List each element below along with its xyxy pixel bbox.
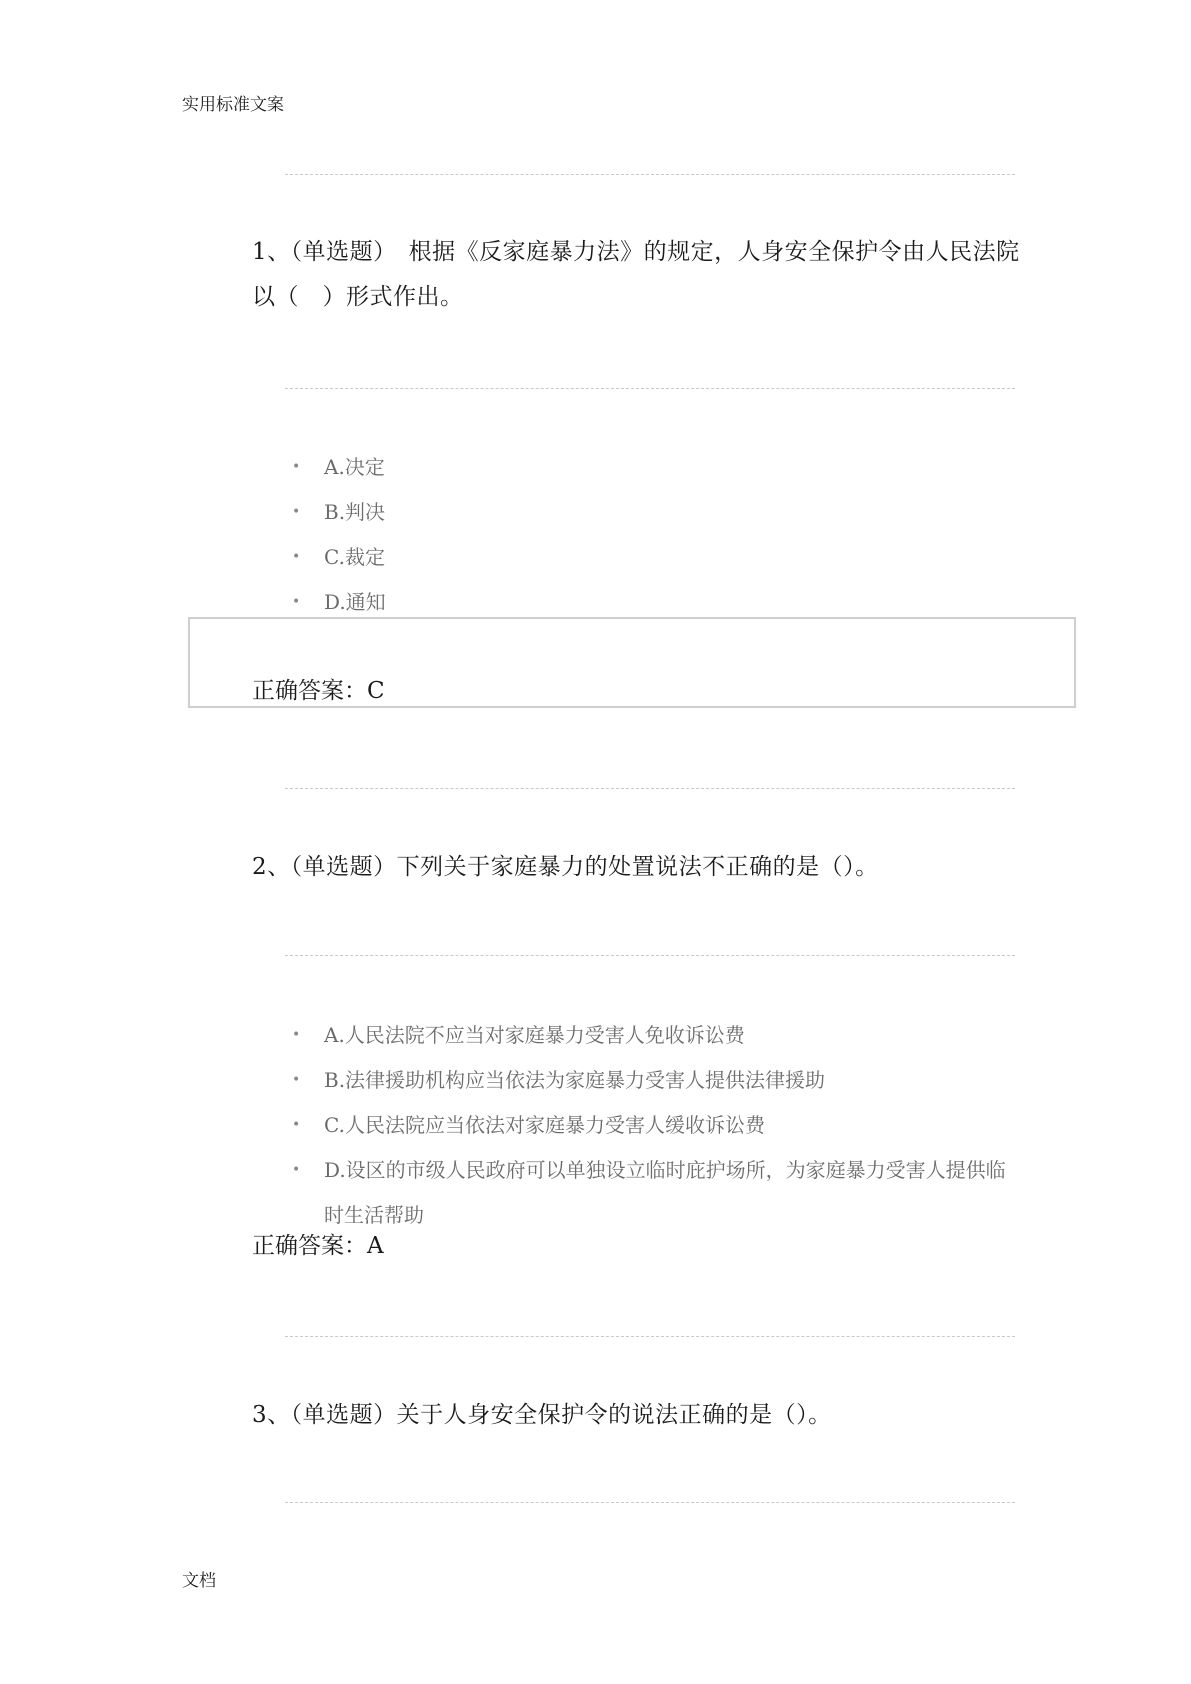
page-header: 实用标准文案 (182, 95, 284, 115)
divider (285, 1502, 1015, 1503)
bullet-icon: • (292, 504, 301, 520)
option-c[interactable] (292, 535, 1022, 580)
option-label: A.决定 (324, 455, 385, 479)
question-2-answer: 正确答案：A (252, 1233, 384, 1259)
bullet-icon: • (292, 1072, 301, 1088)
option-label: B.法律援助机构应当依法为家庭暴力受害人提供法律援助 (324, 1068, 826, 1092)
option-label: C.人民法院应当依法对家庭暴力受害人缓收诉讼费 (324, 1113, 765, 1137)
divider (285, 788, 1015, 789)
bullet-icon: • (292, 1027, 301, 1043)
option-b[interactable] (292, 490, 1022, 535)
option-a[interactable] (292, 445, 1022, 490)
question-2-options (292, 1013, 1022, 1238)
option-d[interactable] (292, 1148, 1022, 1238)
divider (285, 955, 1015, 956)
bullet-icon: • (292, 549, 301, 565)
bullet-icon: • (292, 1162, 301, 1178)
option-label: D.设区的市级人民政府可以单独设立临时庇护场所，为家庭暴力受害人提供临时生活帮助 (324, 1158, 1006, 1227)
option-label: D.通知 (324, 590, 386, 614)
option-label: A.人民法院不应当对家庭暴力受害人免收诉讼费 (324, 1023, 745, 1047)
divider (285, 174, 1015, 175)
option-a[interactable] (292, 1013, 1022, 1058)
option-label: C.裁定 (324, 545, 385, 569)
question-1-options (292, 445, 1022, 625)
divider (285, 388, 1015, 389)
option-label: B.判决 (324, 500, 386, 524)
option-c[interactable] (292, 1103, 1022, 1148)
bullet-icon: • (292, 459, 301, 475)
option-b[interactable] (292, 1058, 1022, 1103)
divider (285, 1336, 1015, 1337)
page-footer: 文档 (182, 1571, 216, 1591)
bullet-icon: • (292, 594, 301, 610)
question-1-text: 1、（单选题） 根据《反家庭暴力法》的规定，人身安全保护令由人民法院以（ ）形式作出。 (252, 239, 1020, 310)
question-2-text: 2、（单选题）下列关于家庭暴力的处置说法不正确的是（）。 (252, 854, 879, 880)
bullet-icon: • (292, 1117, 301, 1133)
question-1-answer: 正确答案：C (252, 678, 385, 704)
question-3-text: 3、（单选题）关于人身安全保护令的说法正确的是（）。 (252, 1402, 832, 1428)
